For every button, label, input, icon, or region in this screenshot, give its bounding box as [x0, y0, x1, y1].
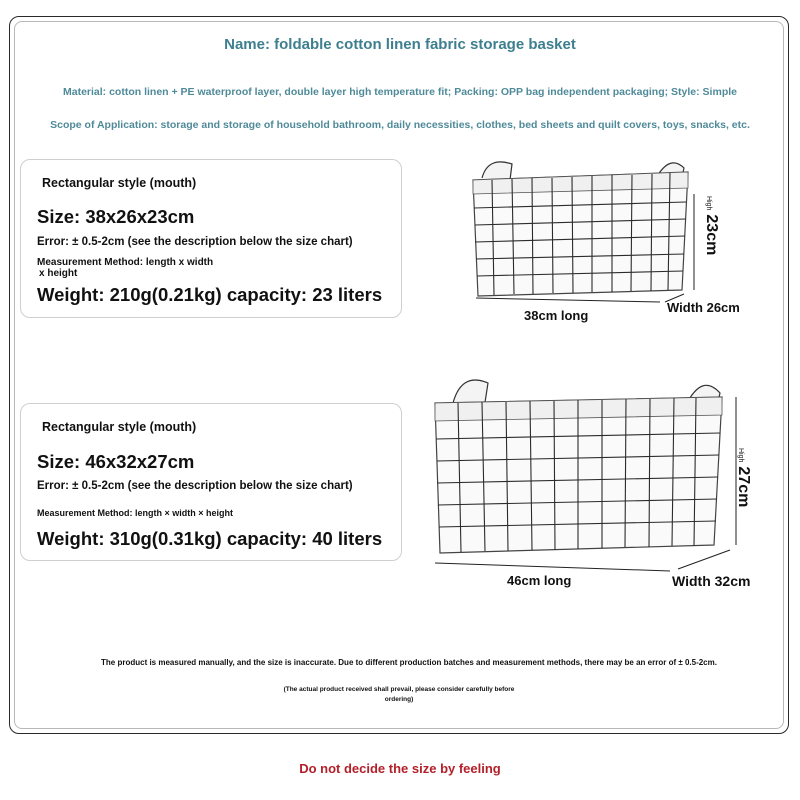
basket-illustration-large	[430, 375, 740, 575]
style-label: Rectangular style (mouth)	[42, 176, 197, 190]
height-value: 23cm	[703, 214, 720, 256]
measurement-method: Measurement Method: length × width × height	[37, 508, 234, 518]
height-label	[734, 448, 752, 507]
material-line: Material: cotton linen + PE waterproof layer, double layer high temperature fit; Packing: OPP bag independent packaging; Style: Simple	[63, 86, 737, 98]
style-label: Rectangular style (mouth)	[42, 420, 197, 434]
height-label	[702, 196, 720, 255]
weight-capacity-label: Weight: 210g(0.21kg) capacity: 23 liters	[37, 284, 383, 305]
error-label: Error: ± 0.5-2cm (see the description below the size chart)	[37, 236, 353, 248]
height-small-label: High	[705, 196, 712, 211]
size-label: Size: 38x26x23cm	[37, 206, 195, 227]
size-label: Size: 46x32x27cm	[37, 451, 195, 472]
length-label: 46cm long	[507, 573, 572, 588]
measurement-note: The product is measured manually, and the size is inaccurate. Due to different production batches and measurement methods, there may be an error of ± 0.5-2cm.	[101, 658, 717, 667]
warning-text: Do not decide the size by feeling	[299, 761, 501, 776]
basket-illustration-small	[470, 158, 700, 318]
width-label: Width 26cm	[667, 300, 740, 315]
error-label: Error: ± 0.5-2cm (see the description below the size chart)	[37, 480, 353, 492]
measurement-method	[37, 257, 213, 279]
length-label: 38cm long	[524, 308, 589, 323]
product-card-large	[20, 403, 402, 561]
width-label: Width 32cm	[672, 573, 751, 589]
weight-capacity-label: Weight: 310g(0.31kg) capacity: 40 liters	[37, 528, 383, 549]
scope-line: Scope of Application: storage and storage of household bathroom, daily necessities, clothes, bed sheets and quilt covers, toys, snacks, etc.	[50, 119, 750, 131]
measurement-line-2: x height	[39, 268, 78, 279]
measurement-line-1: Measurement Method: length x width	[37, 257, 214, 268]
height-value: 27cm	[735, 466, 752, 508]
actual-product-note: (The actual product received shall prevail, please consider carefully before ordering)	[283, 686, 515, 703]
product-card-small	[20, 159, 402, 318]
product-name-title: Name: foldable cotton linen fabric storage basket	[224, 36, 576, 53]
height-small-label: High	[737, 448, 744, 463]
